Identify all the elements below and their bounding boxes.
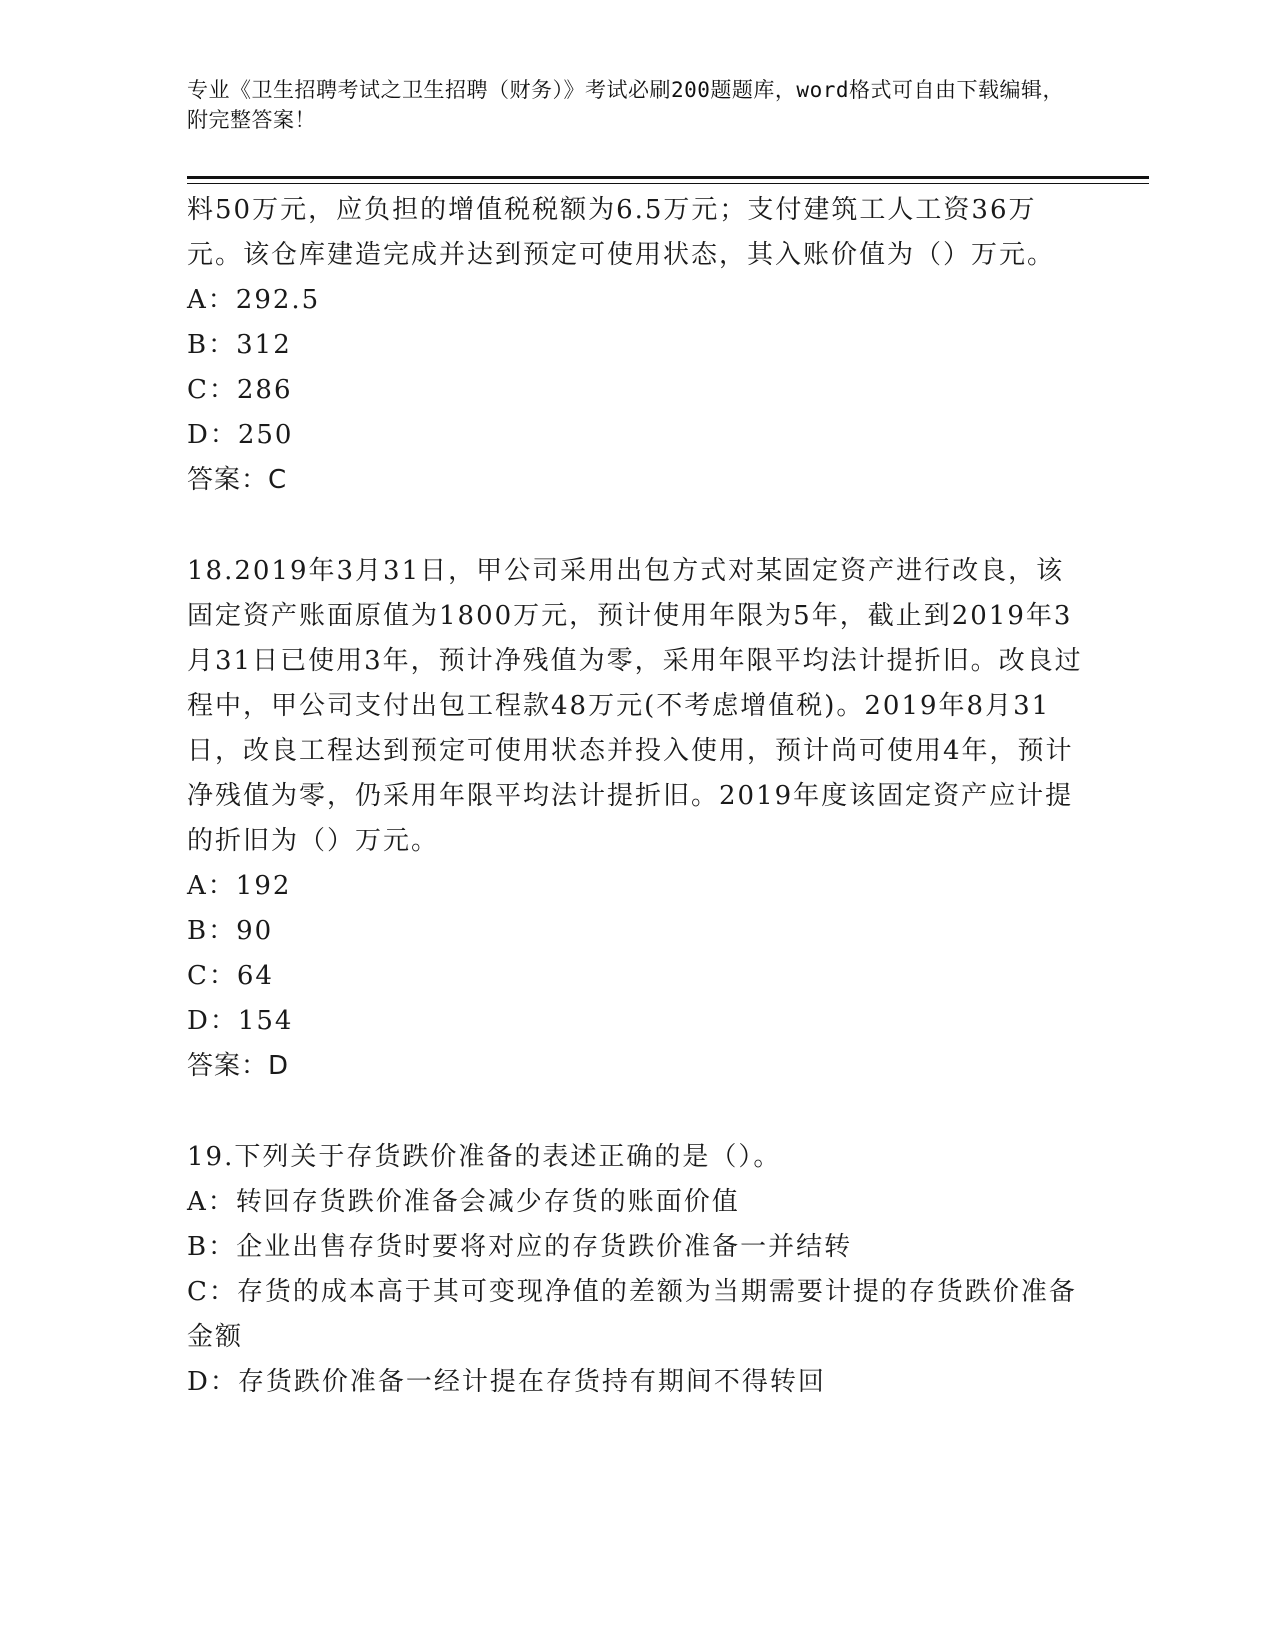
- spacer: [187, 503, 1087, 549]
- question-17-block: [187, 188, 1087, 503]
- spacer: [187, 1089, 1087, 1135]
- option-c: C：286: [187, 375, 293, 405]
- option-a: A：转回存货跌价准备会减少存货的账面价值: [187, 1187, 740, 1217]
- page-header: 专业《卫生招聘考试之卫生招聘（财务）》考试必刷200题题库，word格式可自由下载编辑，附完整答案！: [187, 78, 1064, 132]
- option-b: B：90: [187, 916, 274, 946]
- header-divider: [187, 176, 1149, 179]
- question-content: [187, 188, 1087, 1405]
- question-stem: 19.下列关于存货跌价准备的表述正确的是（）。: [187, 1142, 782, 1172]
- header-divider-thin: [187, 183, 1149, 184]
- option-b: B：企业出售存货时要将对应的存货跌价准备一并结转: [187, 1232, 853, 1262]
- answer-line: 答案：C: [187, 465, 288, 495]
- option-b: B：312: [187, 330, 292, 360]
- option-a: A：292.5: [187, 285, 321, 315]
- option-d: D：存货跌价准备一经计提在存货持有期间不得转回: [187, 1367, 826, 1397]
- option-a: A：192: [187, 871, 292, 901]
- question-stem: 18.2019年3月31日，甲公司采用出包方式对某固定资产进行改良，该固定资产账面原值为1800万元，预计使用年限为5年，截止到2019年3月31日已使用3年，预计净残值为零，采用年限平均法计提折旧。改良过程中，甲公司支付出包工程款48万元(不考虑增值税)。2019年8月31日，改良工程达到预定可使用状态并投入使用，预计尚可使用4年，预计净残值为零，仍采用年限平均法计提折旧。2019年度该固定资产应计提的折旧为（）万元。: [187, 556, 1083, 856]
- option-d: D：250: [187, 420, 294, 450]
- answer-line: 答案：D: [187, 1051, 290, 1081]
- option-c: C：64: [187, 961, 274, 991]
- question-18-block: [187, 549, 1087, 1089]
- option-d: D：154: [187, 1006, 294, 1036]
- option-c: C：存货的成本高于其可变现净值的差额为当期需要计提的存货跌价准备金额: [187, 1277, 1077, 1352]
- question-stem: 料50万元，应负担的增值税税额为6.5万元；支付建筑工人工资36万元。该仓库建造完成并达到预定可使用状态，其入账价值为（）万元。: [187, 195, 1056, 270]
- question-19-block: [187, 1135, 1087, 1405]
